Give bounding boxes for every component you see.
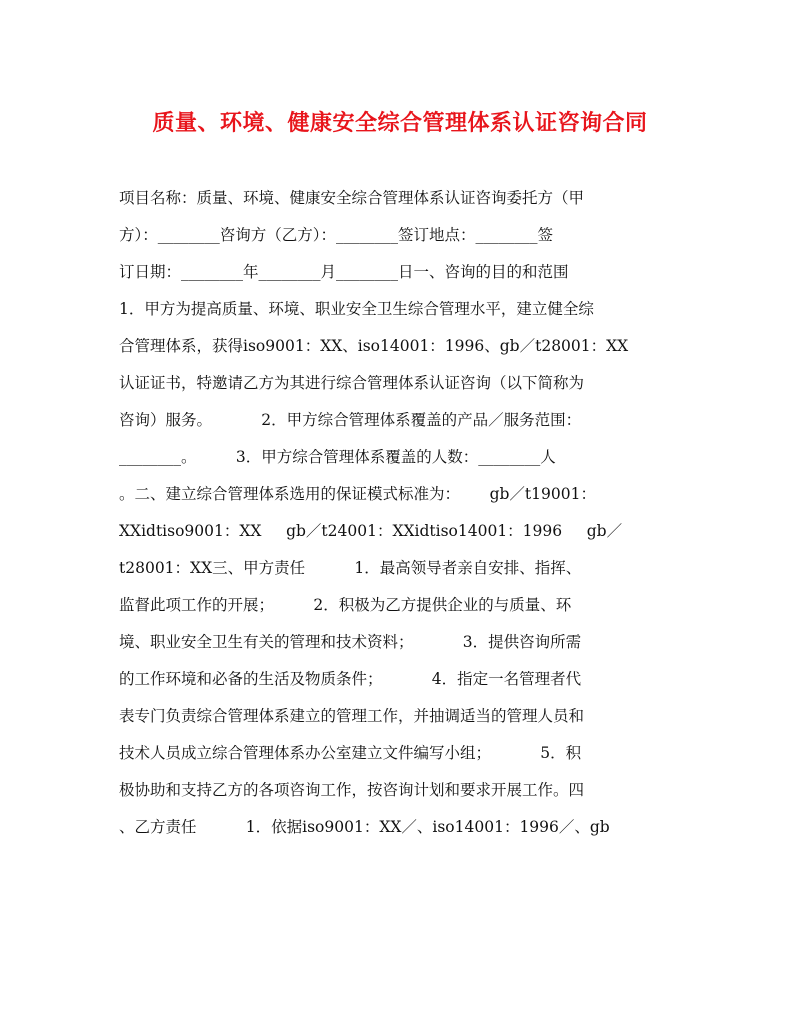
document-body xyxy=(119,180,689,846)
body-line: 项目名称：质量、环境、健康安全综合管理体系认证咨询委托方（甲 xyxy=(119,189,585,207)
body-line: 表专门负责综合管理体系建立的管理工作，并抽调适当的管理人员和 xyxy=(119,707,585,725)
body-line: t28001：XX三、甲方责任 1．最高领导者亲自安排、指挥、 xyxy=(119,559,582,577)
body-line: 认证证书，特邀请乙方为其进行综合管理体系认证咨询（以下简称为 xyxy=(119,374,585,392)
body-line: 技术人员成立综合管理体系办公室建立文件编写小组； 5．积 xyxy=(119,744,582,762)
body-line: ________。 3．甲方综合管理体系覆盖的人数：________人 xyxy=(119,448,556,466)
body-line: 极协助和支持乙方的各项咨询工作，按咨询计划和要求开展工作。四 xyxy=(119,781,585,799)
body-line: XXidtiso9001：XX gb／t24001：XXidtiso14001：1996 gb／ xyxy=(119,522,623,540)
body-line: 境、职业安全卫生有关的管理和技术资料； 3．提供咨询所需 xyxy=(119,633,582,651)
body-line: 。二、建立综合管理体系选用的保证模式标准为： gb／t19001： xyxy=(119,485,596,503)
body-line: 合管理体系，获得iso9001：XX、iso14001：1996、gb／t28001：XX xyxy=(119,337,629,355)
body-line: 方）：________咨询方（乙方）：________签订地点：________签 xyxy=(119,226,554,244)
body-line: 订日期：________年________月________日一、咨询的目的和范围 xyxy=(119,263,569,281)
body-line: 咨询）服务。 2．甲方综合管理体系覆盖的产品／服务范围： xyxy=(119,411,582,429)
body-line: 的工作环境和必备的生活及物质条件； 4．指定一名管理者代 xyxy=(119,670,582,688)
document-title: 质量、环境、健康安全综合管理体系认证咨询合同 xyxy=(152,110,648,136)
body-line: 1．甲方为提高质量、环境、职业安全卫生综合管理水平，建立健全综 xyxy=(119,300,594,318)
body-line: 监督此项工作的开展； 2．积极为乙方提供企业的与质量、环 xyxy=(119,596,572,614)
body-line: 、乙方责任 1．依据iso9001：XX／、iso14001：1996／、gb xyxy=(119,818,610,836)
